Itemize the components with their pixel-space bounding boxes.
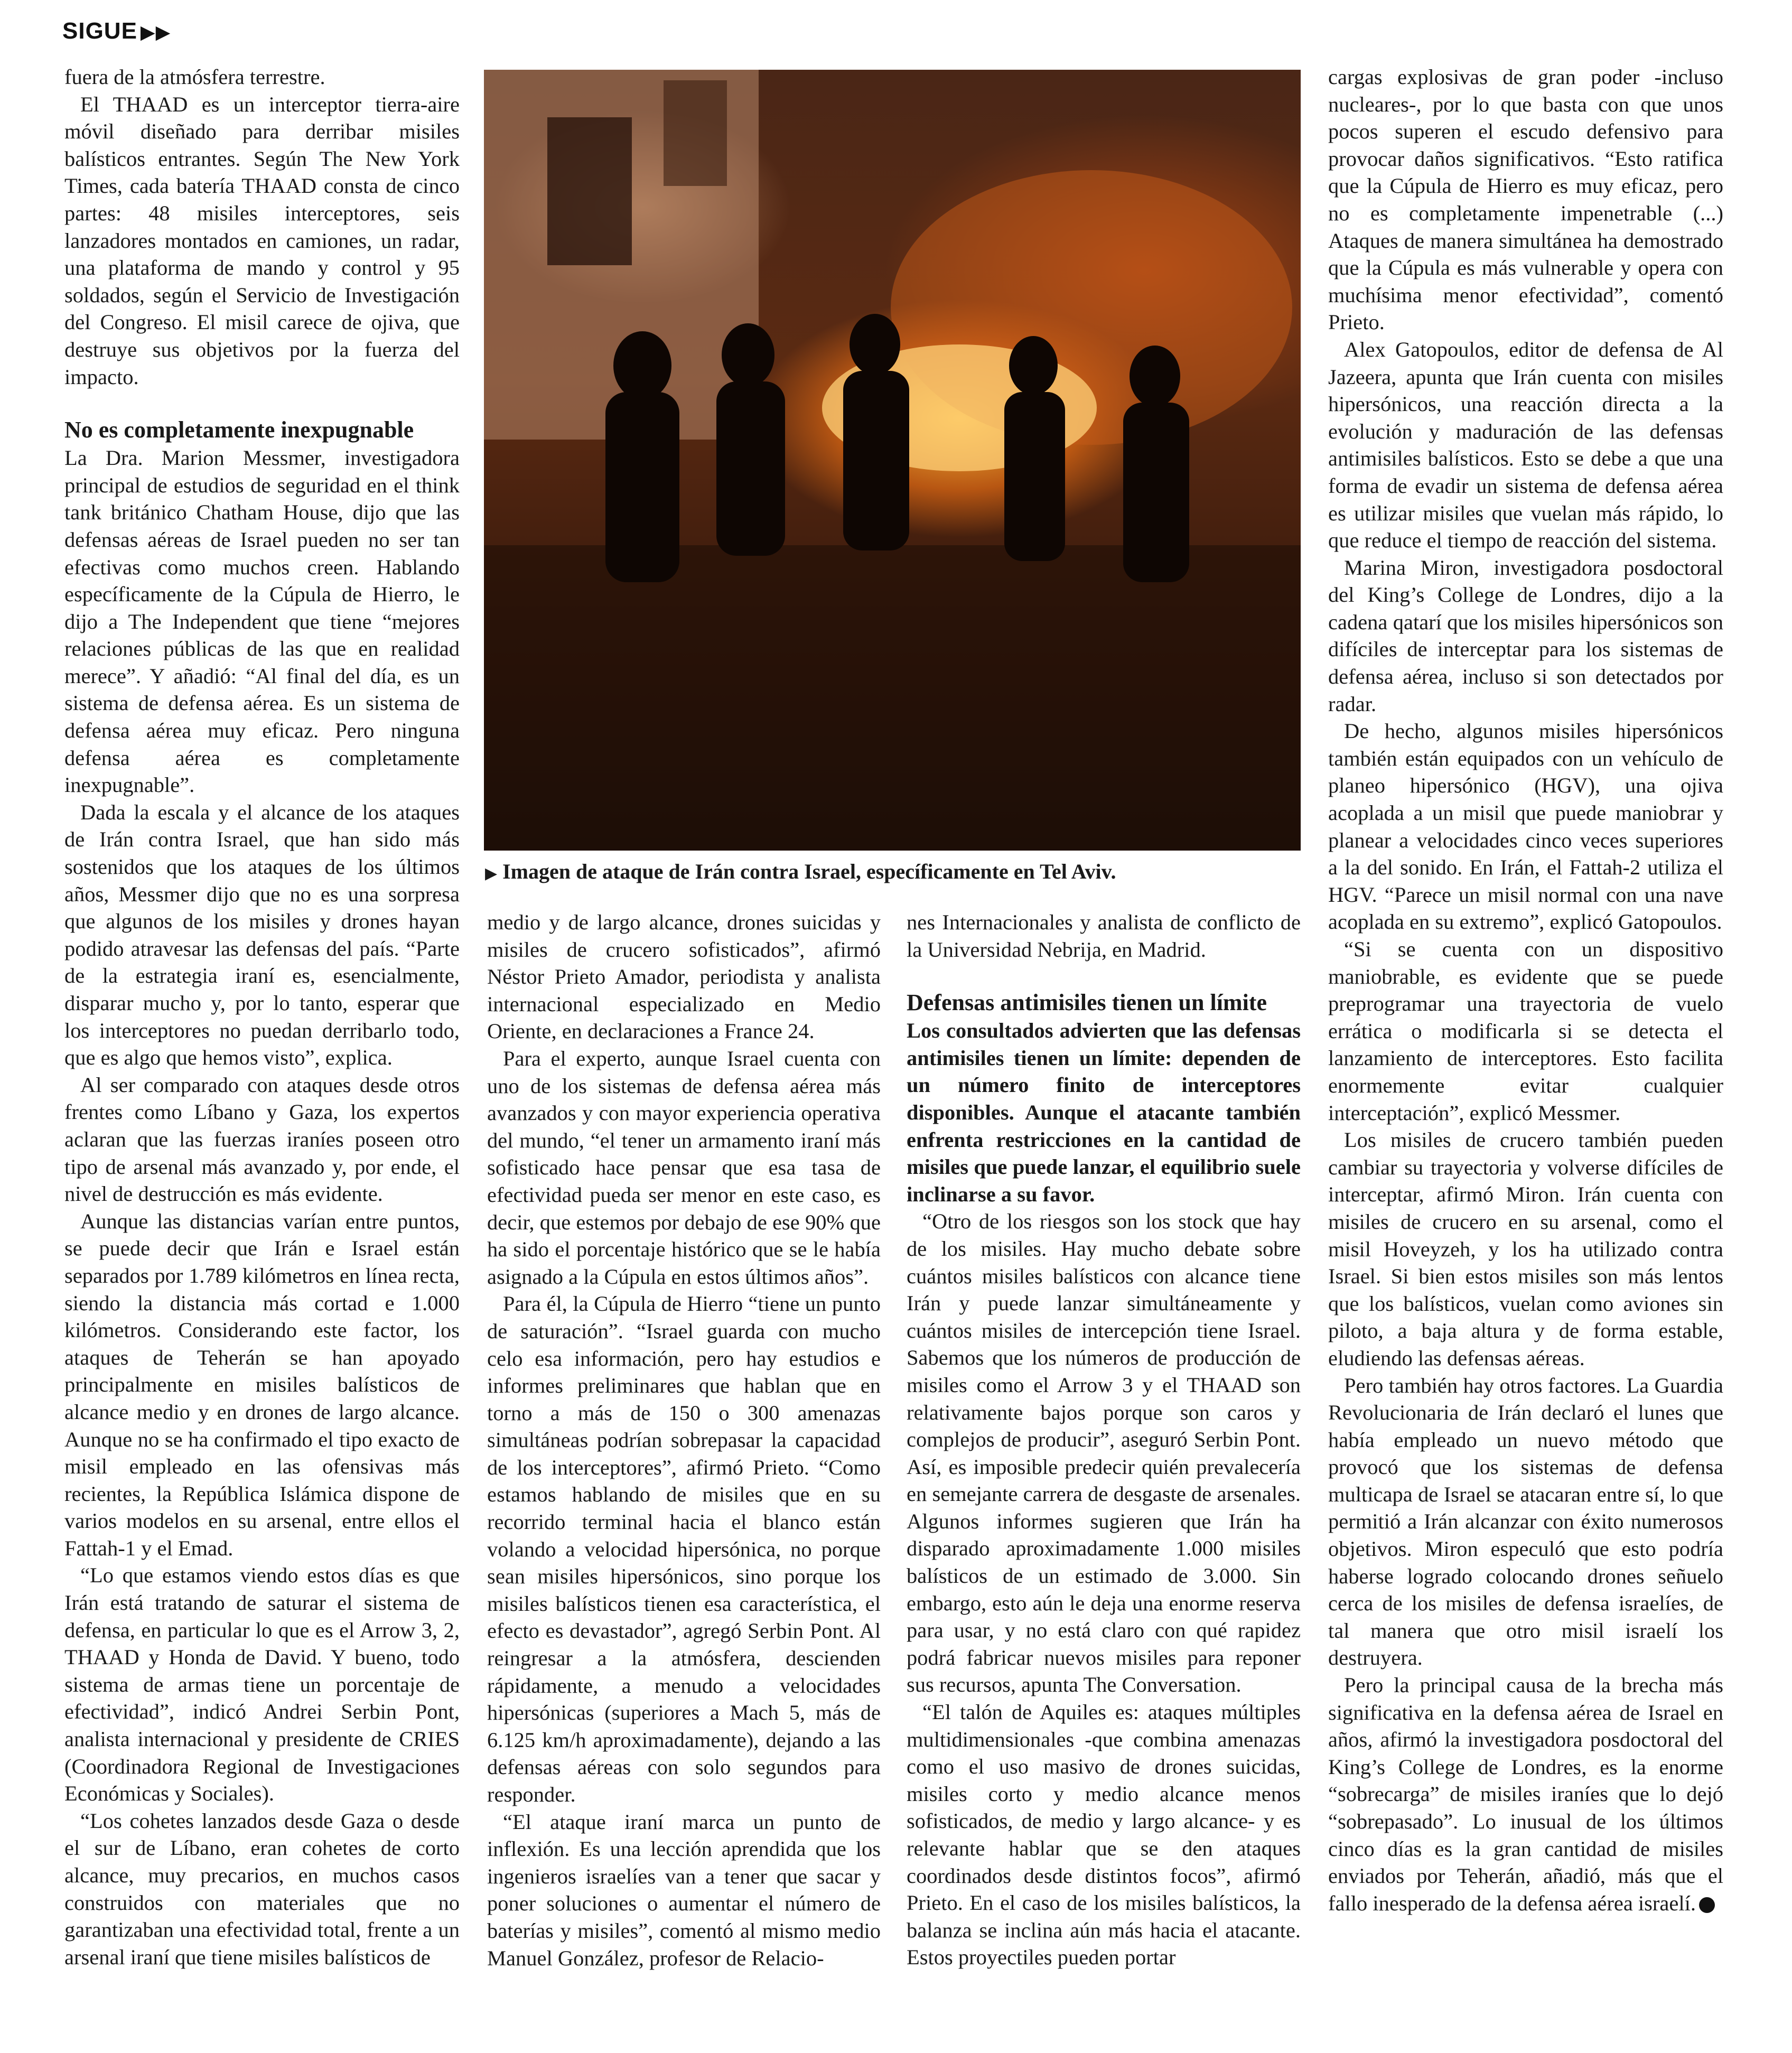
paragraph: “Los cohetes lanzados desde Gaza o desde el sur de Líbano, eran cohetes de corto alcance, muy precarios, en muchos casos construidos con materiales que no garantizaban una efectividad total, frente a un arsenal iraní que tiene misiles balísticos de <box>64 1808 460 1969</box>
paragraph: Los misiles de crucero también pueden cambiar su trayectoria y volverse difíciles de interceptar, afirmó Miron. Irán cuenta con misiles de crucero en su arsenal, como el misil Hoveyzeh, y los ha utilizado contra Israel. Si bien estos misiles son más lentos que los balísticos, vuelan como aviones sin piloto, a baja altura y de forma estable, eludiendo las defensas aéreas. <box>1328 1128 1723 1370</box>
paragraph: Marina Miron, investigadora posdoctoral del King’s College de Londres, dijo a la cadena qatarí que los misiles hipersónicos son difíciles de interceptar para los sistemas de defensa aérea, incluso si son detectados por radar. <box>1328 555 1723 716</box>
paragraph-last <box>1328 1672 1723 1917</box>
caption-text: Imagen de ataque de Irán contra Israel, específicamente en Tel Aviv. <box>502 860 1116 883</box>
section-heading: Defensas antimisiles tienen un límite <box>907 990 1267 1016</box>
paragraph: Aunque las distancias varían entre puntos, se puede decir que Irán e Israel están separados por 1.789 kilómetros en línea recta, siendo la distancia más cortad e 1.000 kilómetros. Considerando este factor, los ataques de Teherán se han apoyado principalmente en misiles balísticos de alcance medio y en drones de largo alcance. Aunque no se ha confirmado el tipo exacto de misil empleado en las ofensivas más recientes, la República Islámica dispone de varios modelos en su arsenal, entre ellos el Fattah-1 y el Emad. <box>64 1209 460 1560</box>
paragraph: Alex Gatopoulos, editor de defensa de Al Jazeera, apunta que Irán cuenta con misiles hipersónicos, una reacción directa a la evolución y maduración de las defensas antimisiles balísticos. Esto se debe a que una forma de evadir un sistema de defensa aérea es utilizar misiles que vuelan más rápido, lo que reduce el tiempo de reacción del sistema. <box>1328 337 1723 553</box>
section-heading: No es completamente inexpugnable <box>64 417 414 443</box>
caption-triangle-icon: ▶ <box>485 865 498 882</box>
news-photo <box>484 70 1301 851</box>
paragraph: nes Internacionales y analista de conflicto de la Universidad Nebrija, en Madrid. <box>907 910 1301 962</box>
paragraph: De hecho, algunos misiles hipersónicos también están equipados con un vehículo de planeo hipersónico (HGV), una ojiva acoplada a un misil que puede maniobrar y planear a velocidades cinco veces superiores a la del sonido. En Irán, el Fattah-2 utiliza el HGV. “Parece un misil normal con una nave acoplada en su extremo”, explicó Gatopoulos. <box>1328 719 1723 934</box>
end-mark-icon <box>1699 1897 1715 1913</box>
article-column-4 <box>1328 63 1723 1917</box>
paragraph: Para el experto, aunque Israel cuenta con uno de los sistemas de defensa aérea más avanzados y con mayor experiencia operativa del mundo, “el tener un armamento iraní más sofisticado hace pensar que esa tasa de efectividad pueda ser menor en este caso, es decir, que estemos por debajo de ese 90% que ha sido el porcentaje histórico que se le había asignado a la Cúpula en estos últimos años”. <box>487 1046 881 1289</box>
article-column-3 <box>907 909 1301 1971</box>
paragraph: “El talón de Aquiles es: ataques múltiples multidimensionales -que combina amenazas como el uso masivo de drones suicidas, misiles corto y medio alcance menos sofisticados, de medio y largo alcance- y es relevante hablar que se den ataques coordinados desde distintos focos”, afirmó Prieto. En el caso de los misiles balísticos, la balanza se inclina aún más hacia el atacante. Estos proyectiles pueden portar <box>907 1700 1301 1970</box>
paragraph-text: Pero la principal causa de la brecha más significativa en la defensa aérea de Israel en años, afirmó la investigadora posdoctoral del King’s College de Londres, es la enorme “sobrecarga” de misiles iraníes que lo dejó “sobrepasado”. Lo inusual de los últimos cinco días es la gran cantidad de misiles enviados por Teherán, añadió, más que el fallo inesperado de la defensa aérea israelí. <box>1328 1673 1723 1915</box>
paragraph: El THAAD es un interceptor tierra-aire móvil diseñado para derribar misiles balísticos entrantes. Según The New York Times, cada batería THAAD consta de cinco partes: 48 misiles interceptores, seis lanzadores montados en camiones, un radar, una plataforma de mando y control y 95 soldados, según el Servicio de Investigación del Congreso. El misil carece de ojiva, que destruye sus objetivos por la fuerza del impacto. <box>64 92 460 389</box>
section-kicker <box>62 18 171 44</box>
kicker-arrows-icon: ▶▶ <box>140 21 171 43</box>
paragraph: La Dra. Marion Messmer, investigadora principal de estudios de seguridad en el think tank británico Chatham House, dijo que las defensas aéreas de Israel pueden no ser tan efectivas como muchos creen. Hablando específicamente de la Cúpula de Hierro, le dijo a The Independent que tiene “mejores relaciones públicas de las que en realidad merece”. Y añadió: “Al final del día, es un sistema de defensa aérea. Es un sistema de defensa aérea muy eficaz. Pero ninguna defensa aérea es completamente inexpugnable”. <box>64 446 460 797</box>
paragraph: Pero también hay otros factores. La Guardia Revolucionaria de Irán declaró el lunes que había empleado un nuevo método que provocó que los sistemas de defensa multicapa de Israel se atacaran entre sí, lo que permitió a Irán alcanzar con éxito numerosos objetivos. Miron especuló que esto podría haberse logrado colocando drones señuelo cerca de los misiles de defensa israelíes, de tal manera que otro misil israelí los destruyera. <box>1328 1373 1723 1670</box>
article-column-2 <box>487 909 881 1972</box>
article-column-1 <box>64 63 460 1971</box>
paragraph: “Otro de los riesgos son los stock que hay de los misiles. Hay mucho debate sobre cuántos misiles balísticos con alcance tiene Irán y puede lanzar simultáneamente y cuántos misiles de intercepción tiene Israel. Sabemos que los números de producción de misiles como el Arrow 3 y el THAAD son relativamente bajos porque son caros y complejos de producir”, aseguró Serbin Pont. Así, es imposible predecir quién prevalecería en semejante carrera de desgaste de arsenales. Algunos informes sugieren que Irán ha disparado aproximadamente 1.000 misiles balísticos de un estimado de 3.000. Sin embargo, esto aún le deja una enorme reserva para usar, y no está claro con qué rapidez podrá fabricar nuevos misiles para reponer sus recursos, apunta The Conversation. <box>907 1209 1301 1697</box>
kicker-label: SIGUE <box>62 18 137 44</box>
lead-paragraph: Los consultados advierten que las defensas antimisiles tienen un límite: dependen de un número finito de interceptores disponibles. Aunque el atacante también enfrenta restricciones en la cantidad de misiles que puede lanzar, el equilibrio suele inclinarse a su favor. <box>907 1019 1301 1206</box>
paragraph: Dada la escala y el alcance de los ataques de Irán contra Israel, que han sido más sostenidos que los ataques de los últimos años, Messmer dijo que no es una sorpresa que algunos de los misiles y drones hayan podido atravesar las defensas del país. “Parte de la estrategia iraní es, esencialmente, disparar mucho y, por lo tanto, esperar que los interceptores no puedan derribarlo todo, que es algo que hemos visto”, explica. <box>64 800 460 1070</box>
paragraph: “Lo que estamos viendo estos días es que Irán está tratando de saturar el sistema de defensa, en particular lo que es el Arrow 3, 2, THAAD y Honda de David. Y bueno, todo sistema de armas tiene un porcentaje de efectividad”, indicó Andrei Serbin Pont, analista internacional y presidente de CRIES (Coordinadora Regional de Investigaciones Económicas y Sociales). <box>64 1563 460 1806</box>
paragraph: “El ataque iraní marca un punto de inflexión. Es una lección aprendida que los ingenieros israelíes van a tener que sacar y poner soluciones o aumentar el número de baterías y misiles”, comentó al mismo medio Manuel González, profesor de Relacio- <box>487 1809 881 1970</box>
paragraph: Al ser comparado con ataques desde otros frentes como Líbano y Gaza, los expertos aclaran que las fuerzas iraníes poseen otro tipo de arsenal más avanzado y, por ende, el nivel de destrucción es más evidente. <box>64 1072 460 1206</box>
paragraph: Para él, la Cúpula de Hierro “tiene un punto de saturación”. “Israel guarda con mucho celo esa información, pero hay estudios e informes preliminares que hablan que en torno a más de 150 o 300 amenazas simultáneas podrían sobrepasar la capacidad de los interceptores”, afirmó Prieto. “Como estamos hablando de misiles que en su recorrido terminal hacia el blanco están volando a velocidad hipersónica, no porque sean misiles hipersónicos, sino porque los misiles balísticos tienen esa característica, el efecto es devastador”, agregó Serbin Pont. Al reingresar a la atmósfera, descienden rápidamente, a menudo a velocidades hipersónicas (superiores a Mach 5, más de 6.125 km/h aproximadamente), dejando a las defensas aéreas con solo segundos para responder. <box>487 1292 881 1806</box>
paragraph: cargas explosivas de gran poder -incluso nucleares-, por lo que basta con que unos pocos superen el escudo defensivo para provocar daños significativos. “Esto ratifica que la Cúpula de Hierro es muy eficaz, pero no es completamente impenetrable (...) Ataques de manera simultánea ha demostrado que la Cúpula es más vulnerable y opera con muchísima menor efectividad”, comentó Prieto. <box>1328 65 1723 334</box>
paragraph: fuera de la atmósfera terrestre. <box>64 65 325 89</box>
photo-scene <box>484 70 1301 851</box>
photo-caption <box>485 859 1304 886</box>
paragraph: medio y de largo alcance, drones suicidas y misiles de crucero sofisticados”, afirmó Néstor Prieto Amador, periodista y analista internacional especializado en Medio Oriente, en declaraciones a France 24. <box>487 910 881 1043</box>
paragraph: “Si se cuenta con un dispositivo maniobrable, es evidente que se puede preprogramar una trayectoria de vuelo errática o modificarla si se detecta el lanzamiento de interceptores. Esto facilita enormemente evitar cualquier interceptación”, explicó Messmer. <box>1328 937 1723 1125</box>
